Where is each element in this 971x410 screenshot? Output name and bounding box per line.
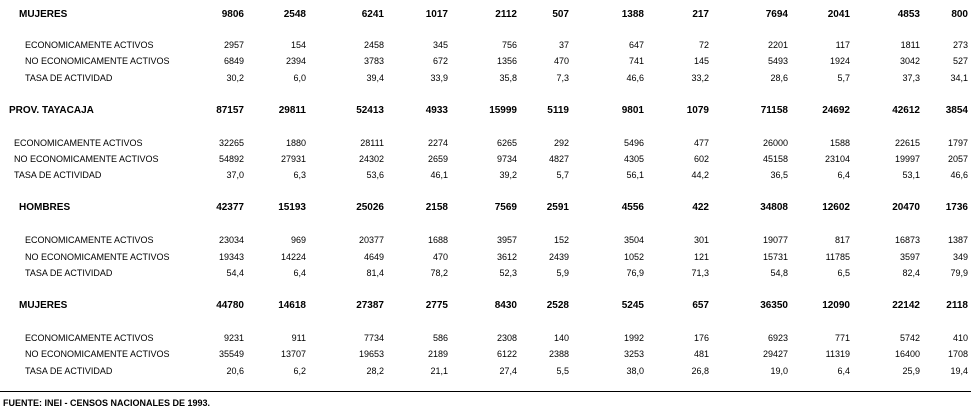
table-cell: 2112 [495, 9, 517, 20]
table-cell: 46,1 [430, 170, 448, 180]
table-row [0, 201, 971, 215]
table-row [0, 8, 971, 22]
table-cell: 14224 [280, 252, 306, 262]
table-cell: 6,5 [837, 268, 850, 278]
table-cell: 6,2 [293, 366, 306, 376]
table-cell: 37 [558, 40, 569, 50]
table-cell: 3854 [945, 105, 968, 116]
table-cell: 1736 [945, 202, 968, 213]
table-cell: 2659 [427, 154, 448, 164]
table-cell: 2158 [425, 202, 448, 213]
table-cell: 2201 [767, 40, 788, 50]
table-cell: 121 [693, 252, 709, 262]
table-cell: 1588 [829, 138, 850, 148]
table-cell: 6849 [223, 56, 244, 66]
table-cell: 19077 [762, 235, 788, 245]
table-cell: 2308 [496, 333, 517, 343]
row-label: HOMBRES [19, 202, 71, 213]
table-cell: 19997 [894, 154, 920, 164]
table-cell: 54,8 [770, 268, 788, 278]
table-cell: 22615 [894, 138, 920, 148]
table-cell: 2775 [425, 300, 448, 311]
table-cell: 82,4 [902, 268, 920, 278]
table-cell: 56,1 [626, 170, 644, 180]
table-cell: 11319 [825, 349, 850, 359]
table-cell: 154 [290, 40, 306, 50]
table-row [0, 38, 971, 52]
table-cell: 470 [553, 56, 569, 66]
table-cell: 16873 [894, 235, 920, 245]
table-cell: 4305 [623, 154, 644, 164]
table-cell: 54892 [218, 154, 244, 164]
row-label: NO ECONOMICAMENTE ACTIVOS [25, 349, 170, 359]
table-cell: 11785 [825, 252, 850, 262]
table-cell: 54,4 [226, 268, 244, 278]
table-cell: 71,3 [691, 268, 709, 278]
table-cell: 27,4 [499, 366, 517, 376]
table-cell: 602 [693, 154, 709, 164]
table-cell: 32265 [218, 138, 244, 148]
table-cell: 2118 [946, 300, 968, 311]
table-cell: 36,5 [770, 170, 788, 180]
table-cell: 410 [952, 333, 968, 343]
table-row [0, 331, 971, 345]
table-cell: 15193 [278, 202, 306, 213]
table-cell: 28,2 [366, 366, 384, 376]
table-cell: 6,0 [293, 73, 306, 83]
table-cell: 37,3 [902, 73, 920, 83]
table-cell: 140 [553, 333, 569, 343]
table-cell: 9231 [223, 333, 244, 343]
table-cell: 6,4 [837, 170, 850, 180]
table-cell: 42377 [216, 202, 244, 213]
table-cell: 647 [628, 40, 644, 50]
table-cell: 38,0 [626, 366, 644, 376]
row-label: TASA DE ACTIVIDAD [25, 268, 113, 278]
table-cell: 52,3 [499, 268, 517, 278]
table-cell: 1079 [686, 105, 709, 116]
row-label: ECONOMICAMENTE ACTIVOS [25, 235, 154, 245]
table-cell: 25026 [356, 202, 384, 213]
table-cell: 16400 [894, 349, 920, 359]
table-cell: 20377 [358, 235, 384, 245]
table-cell: 5,5 [556, 366, 569, 376]
table-cell: 2274 [427, 138, 448, 148]
table-cell: 5,7 [556, 170, 569, 180]
table-cell: 4933 [425, 105, 448, 116]
table-cell: 2388 [548, 349, 569, 359]
table-cell: 35,8 [499, 73, 517, 83]
table-cell: 44780 [216, 300, 244, 311]
table-cell: 14618 [278, 300, 306, 311]
table-row [0, 168, 971, 182]
row-label: TASA DE ACTIVIDAD [25, 366, 113, 376]
row-label: NO ECONOMICAMENTE ACTIVOS [14, 154, 159, 164]
table-cell: 5245 [621, 300, 644, 311]
table-cell: 1387 [947, 235, 968, 245]
table-cell: 27387 [356, 300, 384, 311]
table-cell: 2528 [546, 300, 569, 311]
table-row [0, 299, 971, 313]
table-cell: 5,9 [556, 268, 569, 278]
table-cell: 817 [834, 235, 850, 245]
table-cell: 657 [692, 300, 709, 311]
table-cell: 76,9 [626, 268, 644, 278]
table-cell: 28111 [360, 138, 384, 148]
table-cell: 217 [692, 9, 709, 20]
table-cell: 3957 [496, 235, 517, 245]
table-cell: 6241 [361, 9, 384, 20]
table-cell: 527 [952, 56, 968, 66]
table-cell: 7,3 [556, 73, 569, 83]
table-cell: 911 [291, 333, 306, 343]
table-cell: 35549 [218, 349, 244, 359]
table-cell: 6122 [496, 349, 517, 359]
table-cell: 1708 [947, 349, 968, 359]
table-cell: 1992 [623, 333, 644, 343]
table-cell: 21,1 [430, 366, 448, 376]
row-label: ECONOMICAMENTE ACTIVOS [25, 333, 154, 343]
table-cell: 22142 [892, 300, 920, 311]
table-cell: 52413 [356, 105, 384, 116]
table-row [0, 347, 971, 361]
table-row [0, 104, 971, 118]
table-cell: 800 [951, 9, 968, 20]
table-cell: 5496 [623, 138, 644, 148]
table-cell: 1688 [427, 235, 448, 245]
table-cell: 34808 [760, 202, 788, 213]
table-cell: 273 [952, 40, 968, 50]
table-row [0, 233, 971, 247]
table-row [0, 364, 971, 378]
table-cell: 3504 [623, 235, 644, 245]
table-cell: 345 [432, 40, 448, 50]
table-row [0, 71, 971, 85]
table-cell: 3612 [496, 252, 517, 262]
table-cell: 301 [693, 235, 709, 245]
table-cell: 176 [693, 333, 709, 343]
table-cell: 12090 [822, 300, 850, 311]
table-cell: 3783 [363, 56, 384, 66]
table-cell: 5,7 [837, 73, 850, 83]
table-cell: 6923 [767, 333, 788, 343]
table-cell: 19,4 [950, 366, 968, 376]
table-cell: 28,6 [770, 73, 788, 83]
table-cell: 1017 [425, 9, 448, 20]
table-cell: 15731 [762, 252, 788, 262]
table-cell: 20,6 [226, 366, 244, 376]
table-cell: 33,2 [691, 73, 709, 83]
table-cell: 37,0 [226, 170, 244, 180]
table-cell: 1356 [496, 56, 517, 66]
table-cell: 1052 [623, 252, 644, 262]
row-label: MUJERES [19, 300, 68, 311]
table-cell: 19653 [358, 349, 384, 359]
table-cell: 9801 [621, 105, 644, 116]
table-cell: 2957 [223, 40, 244, 50]
table-cell: 15999 [489, 105, 517, 116]
table-cell: 1797 [947, 138, 968, 148]
table-row [0, 54, 971, 68]
table-cell: 46,6 [950, 170, 968, 180]
table-cell: 756 [501, 40, 517, 50]
table-cell: 470 [432, 252, 448, 262]
table-cell: 19,0 [770, 366, 788, 376]
table-cell: 26,8 [691, 366, 709, 376]
table-cell: 45158 [762, 154, 788, 164]
table-cell: 4556 [621, 202, 644, 213]
table-row [0, 152, 971, 166]
table-cell: 8430 [494, 300, 517, 311]
table-cell: 481 [693, 349, 709, 359]
table-cell: 4853 [897, 9, 920, 20]
row-label: ECONOMICAMENTE ACTIVOS [25, 40, 154, 50]
table-row [0, 136, 971, 150]
table-cell: 2439 [548, 252, 569, 262]
table-cell: 19343 [218, 252, 244, 262]
table-cell: 2189 [427, 349, 448, 359]
table-cell: 292 [553, 138, 569, 148]
table-cell: 26000 [762, 138, 788, 148]
table-cell: 6265 [496, 138, 517, 148]
table-cell: 117 [835, 40, 850, 50]
table-cell: 30,2 [226, 73, 244, 83]
table-cell: 6,3 [293, 170, 306, 180]
table-cell: 771 [834, 333, 850, 343]
table-cell: 507 [552, 9, 569, 20]
table-cell: 2591 [546, 202, 569, 213]
table-cell: 44,2 [691, 170, 709, 180]
row-label: ECONOMICAMENTE ACTIVOS [14, 138, 143, 148]
table-cell: 2458 [363, 40, 384, 50]
table-cell: 586 [432, 333, 448, 343]
table-cell: 1924 [829, 56, 850, 66]
table-cell: 672 [432, 56, 448, 66]
table-cell: 72 [698, 40, 709, 50]
table-cell: 3042 [899, 56, 920, 66]
table-cell: 349 [952, 252, 968, 262]
source-note: FUENTE: INEI - CENSOS NACIONALES DE 1993. [3, 398, 211, 408]
table-cell: 3253 [623, 349, 644, 359]
table-cell: 42612 [892, 105, 920, 116]
table-cell: 2057 [947, 154, 968, 164]
table-cell: 1811 [900, 40, 920, 50]
table-cell: 152 [553, 235, 569, 245]
footer-divider [0, 391, 971, 392]
table-cell: 87157 [216, 105, 244, 116]
table-cell: 79,9 [950, 268, 968, 278]
table-cell: 20470 [892, 202, 920, 213]
table-cell: 53,6 [366, 170, 384, 180]
table-cell: 25,9 [902, 366, 920, 376]
table-cell: 1388 [621, 9, 644, 20]
row-label: PROV. TAYACAJA [9, 105, 94, 116]
table-cell: 13707 [280, 349, 306, 359]
table-cell: 23034 [218, 235, 244, 245]
table-cell: 9734 [496, 154, 517, 164]
table-cell: 39,4 [366, 73, 384, 83]
table-cell: 741 [628, 56, 644, 66]
table-cell: 7569 [494, 202, 517, 213]
table-row [0, 266, 971, 280]
table-cell: 5119 [547, 105, 569, 116]
table-cell: 6,4 [293, 268, 306, 278]
table-cell: 27931 [280, 154, 306, 164]
table-cell: 33,9 [430, 73, 448, 83]
table-cell: 6,4 [837, 366, 850, 376]
table-cell: 5742 [899, 333, 920, 343]
table-cell: 39,2 [499, 170, 517, 180]
table-cell: 36350 [760, 300, 788, 311]
table-cell: 422 [692, 202, 709, 213]
row-label: TASA DE ACTIVIDAD [25, 73, 113, 83]
table-cell: 145 [693, 56, 709, 66]
table-cell: 29811 [278, 105, 306, 116]
table-cell: 12602 [822, 202, 850, 213]
table-cell: 71158 [760, 105, 788, 116]
table-cell: 24302 [358, 154, 384, 164]
table-cell: 2041 [827, 9, 850, 20]
row-label: TASA DE ACTIVIDAD [14, 170, 102, 180]
table-cell: 7694 [765, 9, 788, 20]
row-label: NO ECONOMICAMENTE ACTIVOS [25, 252, 170, 262]
table-cell: 5493 [767, 56, 788, 66]
table-cell: 4649 [363, 252, 384, 262]
table-cell: 24692 [822, 105, 850, 116]
table-cell: 4827 [548, 154, 569, 164]
table-row [0, 250, 971, 264]
row-label: MUJERES [19, 9, 68, 20]
table-cell: 1880 [285, 138, 306, 148]
table-cell: 78,2 [430, 268, 448, 278]
table-cell: 53,1 [902, 170, 920, 180]
table-cell: 2548 [283, 9, 306, 20]
table-cell: 9806 [221, 9, 244, 20]
table-cell: 81,4 [366, 268, 384, 278]
row-label: NO ECONOMICAMENTE ACTIVOS [25, 56, 170, 66]
table-cell: 29427 [762, 349, 788, 359]
table-cell: 969 [290, 235, 306, 245]
table-cell: 3597 [899, 252, 920, 262]
table-cell: 477 [693, 138, 709, 148]
table-cell: 23104 [824, 154, 850, 164]
table-cell: 46,6 [626, 73, 644, 83]
table-cell: 34,1 [950, 73, 968, 83]
table-cell: 2394 [285, 56, 306, 66]
table-cell: 7734 [363, 333, 384, 343]
